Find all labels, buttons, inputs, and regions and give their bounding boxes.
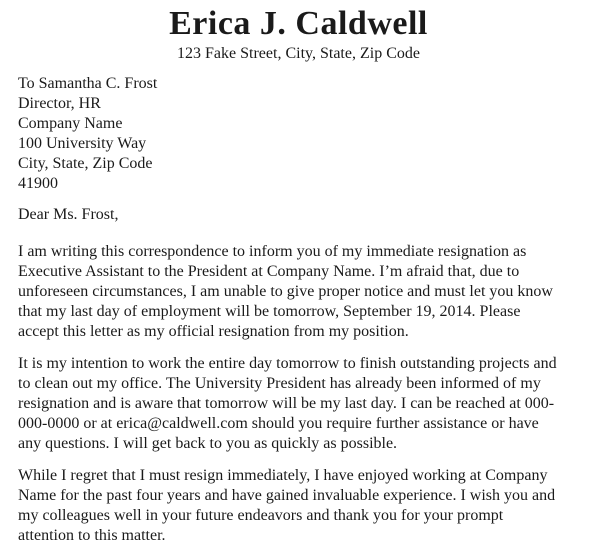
- recipient-line: Director, HR: [18, 95, 101, 112]
- sender-name: Erica J. Caldwell: [169, 5, 428, 42]
- paragraph-line: I am writing this correspondence to inform you of my immediate resignation as: [18, 243, 527, 260]
- paragraph-line: Name for the past four years and have gained invaluable experience. I wish you and: [18, 487, 556, 504]
- recipient-line: 41900: [18, 175, 58, 192]
- paragraph-line: unforeseen circumstances, I am unable to give proper notice and must let you know: [18, 283, 553, 300]
- paragraph-line: accept this letter as my official resignation from my position.: [18, 323, 409, 340]
- paragraph-line: It is my intention to work the entire day tomorrow to finish outstanding projects and: [18, 355, 557, 372]
- recipient-block: [18, 74, 157, 194]
- paragraph-line: my colleagues well in your future endeavors and thank you for your prompt: [18, 507, 504, 524]
- paragraph-line: resignation and is aware that tomorrow will be my last day. I can be reached at 000-: [18, 395, 555, 412]
- recipient-line: To Samantha C. Frost: [18, 75, 158, 92]
- recipient-line: 100 University Way: [18, 135, 147, 152]
- body-paragraph: [18, 466, 597, 546]
- salutation: Dear Ms. Frost,: [18, 206, 119, 223]
- paragraph-line: to clean out my office. The University President has already been informed of my: [18, 375, 541, 392]
- paragraph-line: Executive Assistant to the President at Company Name. I’m afraid that, due to: [18, 263, 520, 280]
- body-paragraph: [18, 354, 597, 454]
- paragraph-line: any questions. I will get back to you as quickly as possible.: [18, 435, 398, 452]
- recipient-line: City, State, Zip Code: [18, 155, 153, 172]
- paragraph-line: While I regret that I must resign immediately, I have enjoyed working at Company: [18, 467, 548, 484]
- recipient-line: Company Name: [18, 115, 123, 132]
- paragraph-line: that my last day of employment will be tomorrow, September 19, 2014. Please: [18, 303, 521, 320]
- sender-address: 123 Fake Street, City, State, Zip Code: [177, 45, 420, 62]
- body-paragraph: [18, 242, 597, 342]
- paragraph-line: attention to this matter.: [18, 527, 166, 544]
- paragraph-line: 000-0000 or at erica@caldwell.com should you require further assistance or have: [18, 415, 539, 432]
